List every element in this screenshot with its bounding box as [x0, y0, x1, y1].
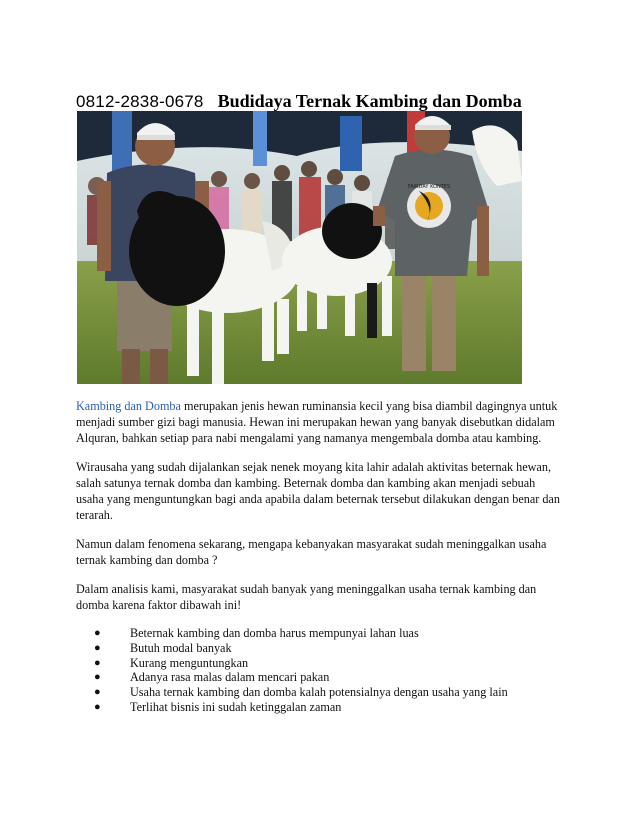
paragraph-2: Wirausaha yang sudah dijalankan sejak nenek moyang kita lahir adalah aktivitas beternak hewan, salah satunya ternak domba dan kambing. Beternak domba dan kambing akan menjadi sebuah usaha yang menguntungkan bagi anda apabila dalam beternak tersebut dilakukan dengan benar dan terarah. — [76, 460, 560, 522]
kambing-dan-domba-link[interactable]: Kambing dan Domba — [76, 399, 181, 413]
list-item: ● Usaha ternak kambing dan domba kalah potensialnya dengan usaha yang lain — [94, 685, 508, 700]
list-item: ● Butuh modal banyak — [94, 640, 232, 655]
article-body — [76, 398, 566, 715]
paragraph-4: Dalam analisis kami, masyarakat sudah banyak yang meninggalkan usaha ternak kambing dan domba karena faktor dibawah ini! — [76, 582, 537, 612]
paragraph-3: Namun dalam fenomena sekarang, mengapa kebanyakan masyarakat sudah meninggalkan usaha ternak kambing dan domba ? — [76, 537, 547, 567]
goat-show-photo — [77, 111, 522, 384]
shirt-print: FAIRDAY KONTES — [407, 184, 451, 190]
bullet-icon: ● — [94, 641, 101, 654]
list-item: ● Terlihat bisnis ini sudah ketinggalan zaman — [94, 699, 342, 714]
paragraph-1 — [76, 398, 566, 446]
page-title — [76, 78, 576, 115]
bullet-icon: ● — [94, 700, 101, 713]
phone-number: 0812-2838-0678 — [76, 92, 204, 111]
heading-text: Budidaya Ternak Kambing dan Domba — [217, 91, 522, 111]
list-item: ● Beternak kambing dan domba harus mempunyai lahan luas — [94, 626, 419, 640]
bullet-icon: ● — [94, 671, 101, 684]
bullet-icon: ● — [94, 627, 101, 639]
list-item: ● Adanya rasa malas dalam mencari pakan — [94, 670, 330, 685]
bullet-icon: ● — [94, 686, 101, 699]
reasons-list — [76, 626, 566, 715]
paragraph-1-text: merupakan jenis hewan ruminansia kecil yang bisa diambil dagingnya untuk menjadi sumber gizi bagi manusia. Hewan ini merupakan hewan yang banyak disebutkan didalam Alquran, bahkan setiap para nabi mengalami yang namanya mengembala domba atau kambing. — [76, 399, 558, 445]
list-item: ● Kurang menguntungkan — [94, 655, 249, 670]
bullet-icon: ● — [94, 656, 101, 669]
